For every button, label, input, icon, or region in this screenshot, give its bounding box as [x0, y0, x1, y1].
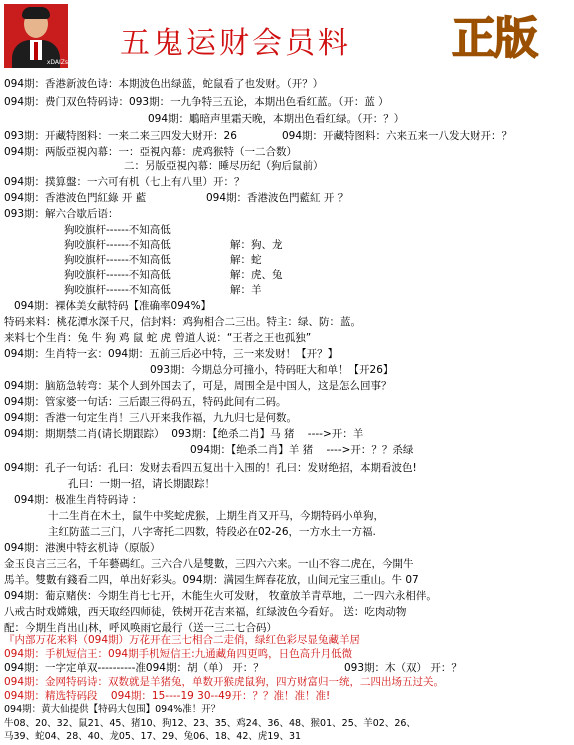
text-line: 094期：期期禁二肖(请长期跟踪） 093期：【绝杀二肖】马 猪 ---->开：羊 [4, 428, 364, 440]
text-line: 主红防蓝二三门，八字寄托二四数，特段必在02-26，一方水土一方福. [48, 526, 376, 538]
text-line: 094期：裸体美女献特码【准确率094%】 [14, 300, 212, 312]
text-line: 八戒古时戏嫦娥，西天取经四师徒，铁树开花吉来福，红绿波色今看好。 送：吃肉动物 [4, 606, 407, 618]
text-line: 二：另版亞視內幕：睡尽历纪（狗后鼠前） [124, 160, 324, 172]
text-line: 093期：今期总分可撞小，特码旺大和单！【开26】 [150, 364, 394, 376]
text-line: 094期：管家婆一句话：三后跟三得码五，特码此间有二码。 [4, 396, 287, 408]
text-line: 094期：开藏特图料：六来五来一八发大财开：？ [282, 130, 513, 142]
text-line: 093期：解六合歇后语： [4, 208, 119, 220]
text-line: 093期：木（双） 开：？ [344, 662, 462, 674]
text-line: 解：狗、龙 [230, 239, 283, 251]
text-line: 狗咬旗杆------不知高低 [64, 269, 171, 281]
text-line: 094期：香港波色門紅綠 开 藍 [4, 192, 147, 204]
text-line: 094期：香港新波色诗：本期波色出绿蓝，蛇鼠看了也发财。（开？） [4, 78, 324, 90]
text-line: 094期：香港一句定生肖！三八开来我作福，九九归七是何数。 [4, 412, 298, 424]
text-line: 牛08、20、32、鼠21、45、猪10、狗12、23、35、鸡24、36、48、猴01、25、羊02、26、 [4, 718, 416, 729]
photo-caption: xDAIZs [46, 59, 68, 66]
text-line: 孔曰：一期一招，请长期跟踪！ [68, 478, 215, 490]
text-line: 094期：葡京赌侠：今期生肖七七开，木能生火可发财， 牧童放羊青草地，二一四六永相伴。 [4, 590, 437, 602]
text-line: 『内部万花来料（094期）万花开在三七相合二走俏，绿红色彩尽显兔藏羊居 [4, 634, 361, 646]
text-line: 来料七个生肖：兔 牛 狗 鸡 鼠 蛇 虎 曾道人说：“王者之王也孤独” [4, 332, 312, 344]
text-line: 馬羊。雙數有錢看二四，单出好彩头。094期：满园生辉春花放，山间元宝三重山。牛 07 [4, 574, 419, 586]
text-line: 094期：撲算盤：一六可有机（七上有八里）开：？ [4, 176, 245, 188]
text-line: 094期：手机短信王：094期手机短信王:九通藏角四更鸣，日色高升月低微 [4, 648, 353, 660]
text-line: 094期：【绝杀二肖】羊 猪 ---->开：？？杀绿 [190, 444, 414, 456]
text-line: 093期：开藏特图料：一来二来三四发大财开：26 [4, 130, 237, 142]
text-line: 狗咬旗杆------不知高低 [64, 224, 171, 236]
text-line: 马39、蛇04、28、40、龙05、17、29、兔06、18、42、虎19、31 [4, 731, 302, 742]
text-line: 解：羊 [230, 284, 262, 296]
text-line: 解：虎、兔 [230, 269, 283, 281]
header [0, 0, 574, 70]
text-line: 094期：港澳中特玄机诗（原版） [4, 542, 161, 554]
page-title: 五鬼运财会员料 [120, 26, 351, 61]
text-line: 配：今期生肖出山林，呼风唤雨它最行（送一三二七合码） [4, 622, 277, 634]
text-line: 094期：费门双色特码诗：093期：一九争特三五论，本期出色看红蓝。（开：蓝 ） [4, 96, 389, 108]
text-line: 094期：黄大仙提供【特码大包围】094%准！开？ [4, 704, 221, 715]
text-line: 094期：香港波色門藍紅 开 ？ [206, 192, 349, 204]
portrait-photo [4, 4, 68, 68]
text-line: 094期：极准生肖特码诗 ： [14, 494, 143, 506]
text-line: 金玉良言三三名，千年藝碼红。三六合八是雙數，三四六六来。一山不容二虎在，今開牛 [4, 558, 414, 570]
text-line: 094期：生肖特一玄：094期：五前三后必中特，三一来发财！【开？】 [4, 348, 339, 360]
text-line: 094期：一字定单双----------准094期：胡（单） 开：？ [4, 662, 264, 674]
text-line: 十二生肖在木土，鼠牛中奖蛇虎猴，上期生肖又开马，今期特码小单狗， [48, 510, 384, 522]
text-line: 094期：精选特码段 094期：15----19 30--49开：？？准！准！准! [4, 690, 331, 702]
text-line: 094期：鵰暗声里霜天晚，本期出色看红绿。（开：？） [148, 113, 405, 125]
text-line: 094期：两版亞視內幕：一：亞視內幕：虎鸡猴特（一二合数） [4, 146, 298, 158]
text-line: 狗咬旗杆------不知高低 [64, 284, 171, 296]
text-line: 狗咬旗杆------不知高低 [64, 254, 171, 266]
authentic-badge: 正版 [452, 13, 536, 64]
text-line: 094期：金网特码诗：双数就是羊猪兔，单数开猴虎鼠狗，四方财富归一统，二四出场五过关。 [4, 676, 445, 688]
text-line: 解：蛇 [230, 254, 262, 266]
text-line: 特码来料：桃花潭水深千尺，信封料：鸡狗相合二三出。特主：绿、防：蓝。 [4, 316, 361, 328]
text-line: 094期：孔子一句话：孔曰：发财去看四五复出十入围的！孔曰：发财绝招，本期看波色! [4, 462, 417, 474]
text-line: 狗咬旗杆------不知高低 [64, 239, 171, 251]
text-line: 094期：脑筋急转弯：某个人到外国去了，可是，周围全是中国人，这是怎么回事？ [4, 380, 392, 392]
